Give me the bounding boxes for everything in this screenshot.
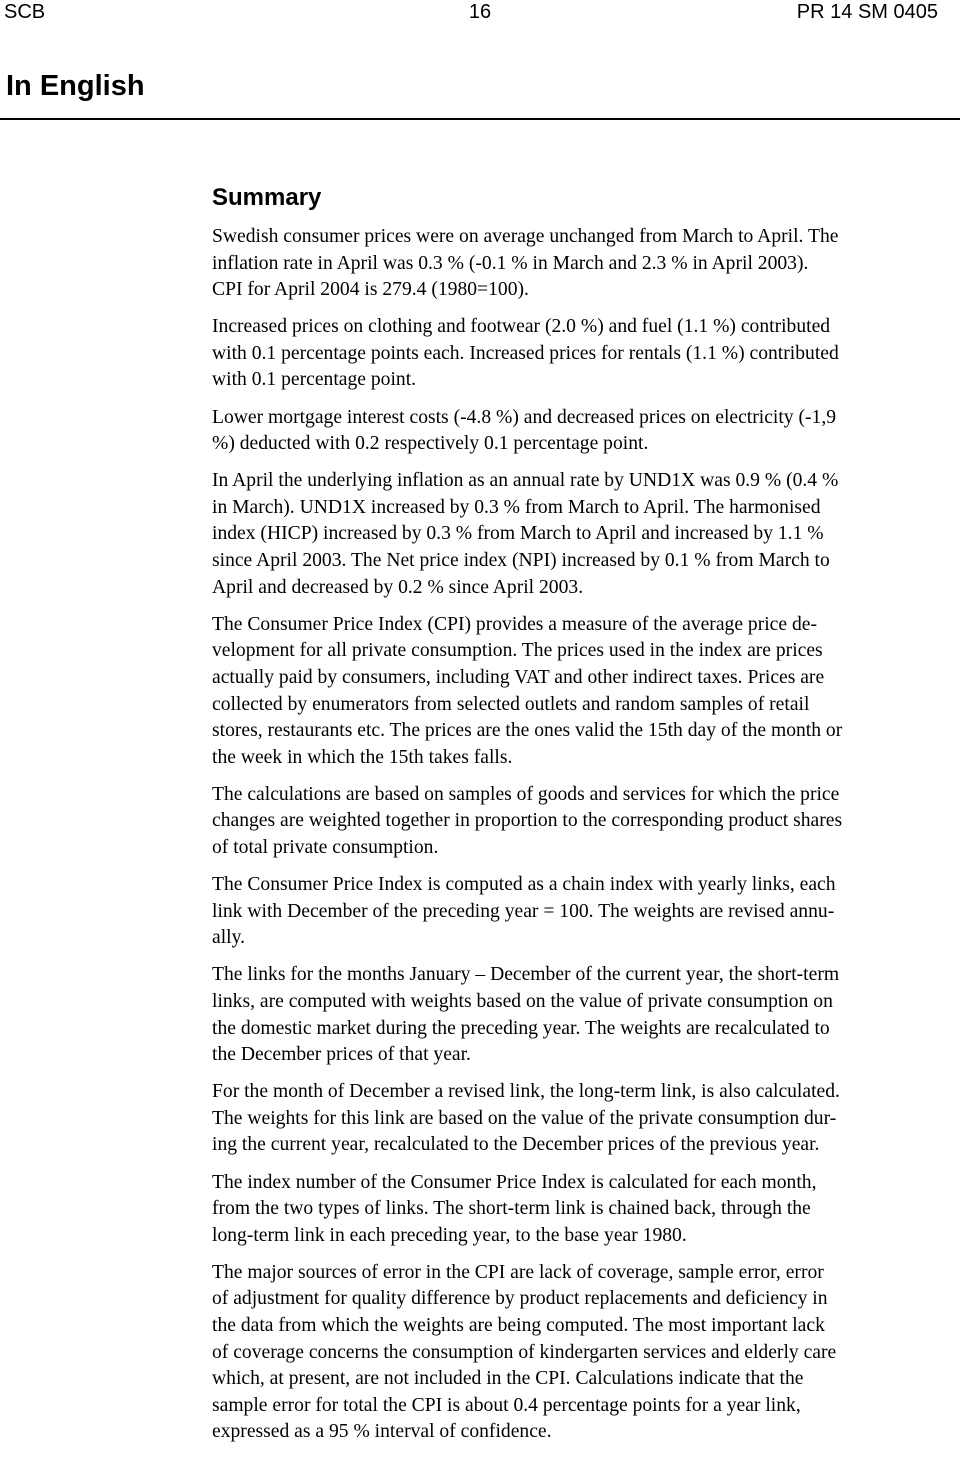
text-line: The weights for this link are based on the value of the private consumption dur- [212,1107,837,1129]
text-line: of adjustment for quality difference by product replacements and deficiency in [212,1288,828,1310]
text-line: of total private consumption. [212,836,439,858]
paragraph [212,405,957,458]
text-line: actually paid by consumers, including VAT and other indirect taxes. Prices are [212,666,825,688]
text-line: collected by enumerators from selected outlets and random samples of retail [212,693,810,715]
text-line: in March). UND1X increased by 0.3 % from March to April. The harmonised [212,496,821,518]
paragraph [212,782,957,862]
text-line: links, are computed with weights based on the value of private consumption on [212,990,833,1012]
text-line: from the two types of links. The short-term link is chained back, through the [212,1198,811,1220]
header-report-id: PR 14 SM 0405 [796,1,938,23]
text-line: link with December of the preceding year = 100. The weights are revised annu- [212,900,835,922]
section-title: In English [6,70,145,102]
text-line: inflation rate in April was 0.3 % (-0.1 % in March and 2.3 % in April 2003). [212,252,809,274]
section-divider [0,118,960,120]
header-page-number: 16 [468,1,492,23]
text-line: the data from which the weights are being computed. The most important lack [212,1314,825,1336]
text-line: ally. [212,927,246,949]
text-line: stores, restaurants etc. The prices are the ones valid the 15th day of the month or [212,720,843,742]
text-line: long-term link in each preceding year, to the base year 1980. [212,1224,687,1246]
text-line: with 0.1 percentage point. [212,369,417,391]
paragraph [212,962,957,1068]
text-line: expressed as a 95 % interval of confidence. [212,1421,552,1443]
text-line: index (HICP) increased by 0.3 % from March to April and increased by 1.1 % [212,523,824,545]
text-line: changes are weighted together in proportion to the corresponding product shares [212,810,843,832]
text-line: The Consumer Price Index (CPI) provides a measure of the average price de- [212,613,817,635]
paragraph [212,1079,957,1159]
text-line: ing the current year, recalculated to the December prices of the previous year. [212,1134,820,1156]
paragraph [212,612,957,772]
paragraph [212,314,957,394]
header-publisher: SCB [4,1,46,23]
text-line: April and decreased by 0.2 % since April 2003. [212,576,584,598]
text-line: In April the underlying inflation as an annual rate by UND1X was 0.9 % (0.4 % [212,470,839,492]
summary-heading: Summary [212,184,322,211]
text-line: Increased prices on clothing and footwear (2.0 %) and fuel (1.1 %) contributed [212,316,831,338]
text-line: velopment for all private consumption. The prices used in the index are prices [212,640,823,662]
paragraph [212,1260,957,1446]
text-line: %) deducted with 0.2 respectively 0.1 percentage point. [212,433,649,455]
text-line: The major sources of error in the CPI are lack of coverage, sample error, error [212,1261,824,1283]
text-line: since April 2003. The Net price index (NPI) increased by 0.1 % from March to [212,550,830,572]
text-line: the December prices of that year. [212,1044,471,1066]
text-line: which, at present, are not included in the CPI. Calculations indicate that the [212,1368,804,1390]
text-line: the domestic market during the preceding year. The weights are recalculated to [212,1017,830,1039]
text-line: sample error for total the CPI is about 0.4 percentage points for a year link, [212,1394,801,1416]
body-text [212,224,957,1456]
text-line: For the month of December a revised link, the long-term link, is also calculated. [212,1081,840,1103]
text-line: of coverage concerns the consumption of kindergarten services and elderly care [212,1341,837,1363]
text-line: Swedish consumer prices were on average unchanged from March to April. The [212,226,839,247]
paragraph [212,1170,957,1250]
paragraph [212,224,957,304]
text-line: The Consumer Price Index is computed as a chain index with yearly links, each [212,874,836,896]
text-line: The index number of the Consumer Price Index is calculated for each month, [212,1171,817,1193]
text-line: CPI for April 2004 is 279.4 (1980=100). [212,279,529,301]
paragraph [212,872,957,952]
text-line: Lower mortgage interest costs (-4.8 %) and decreased prices on electricity (-1,9 [212,406,837,428]
text-line: with 0.1 percentage points each. Increased prices for rentals (1.1 %) contributed [212,342,839,364]
paragraph [212,468,957,601]
text-line: the week in which the 15th takes falls. [212,746,513,768]
text-line: The calculations are based on samples of goods and services for which the price [212,783,840,805]
text-line: The links for the months January – December of the current year, the short-term [212,964,840,986]
